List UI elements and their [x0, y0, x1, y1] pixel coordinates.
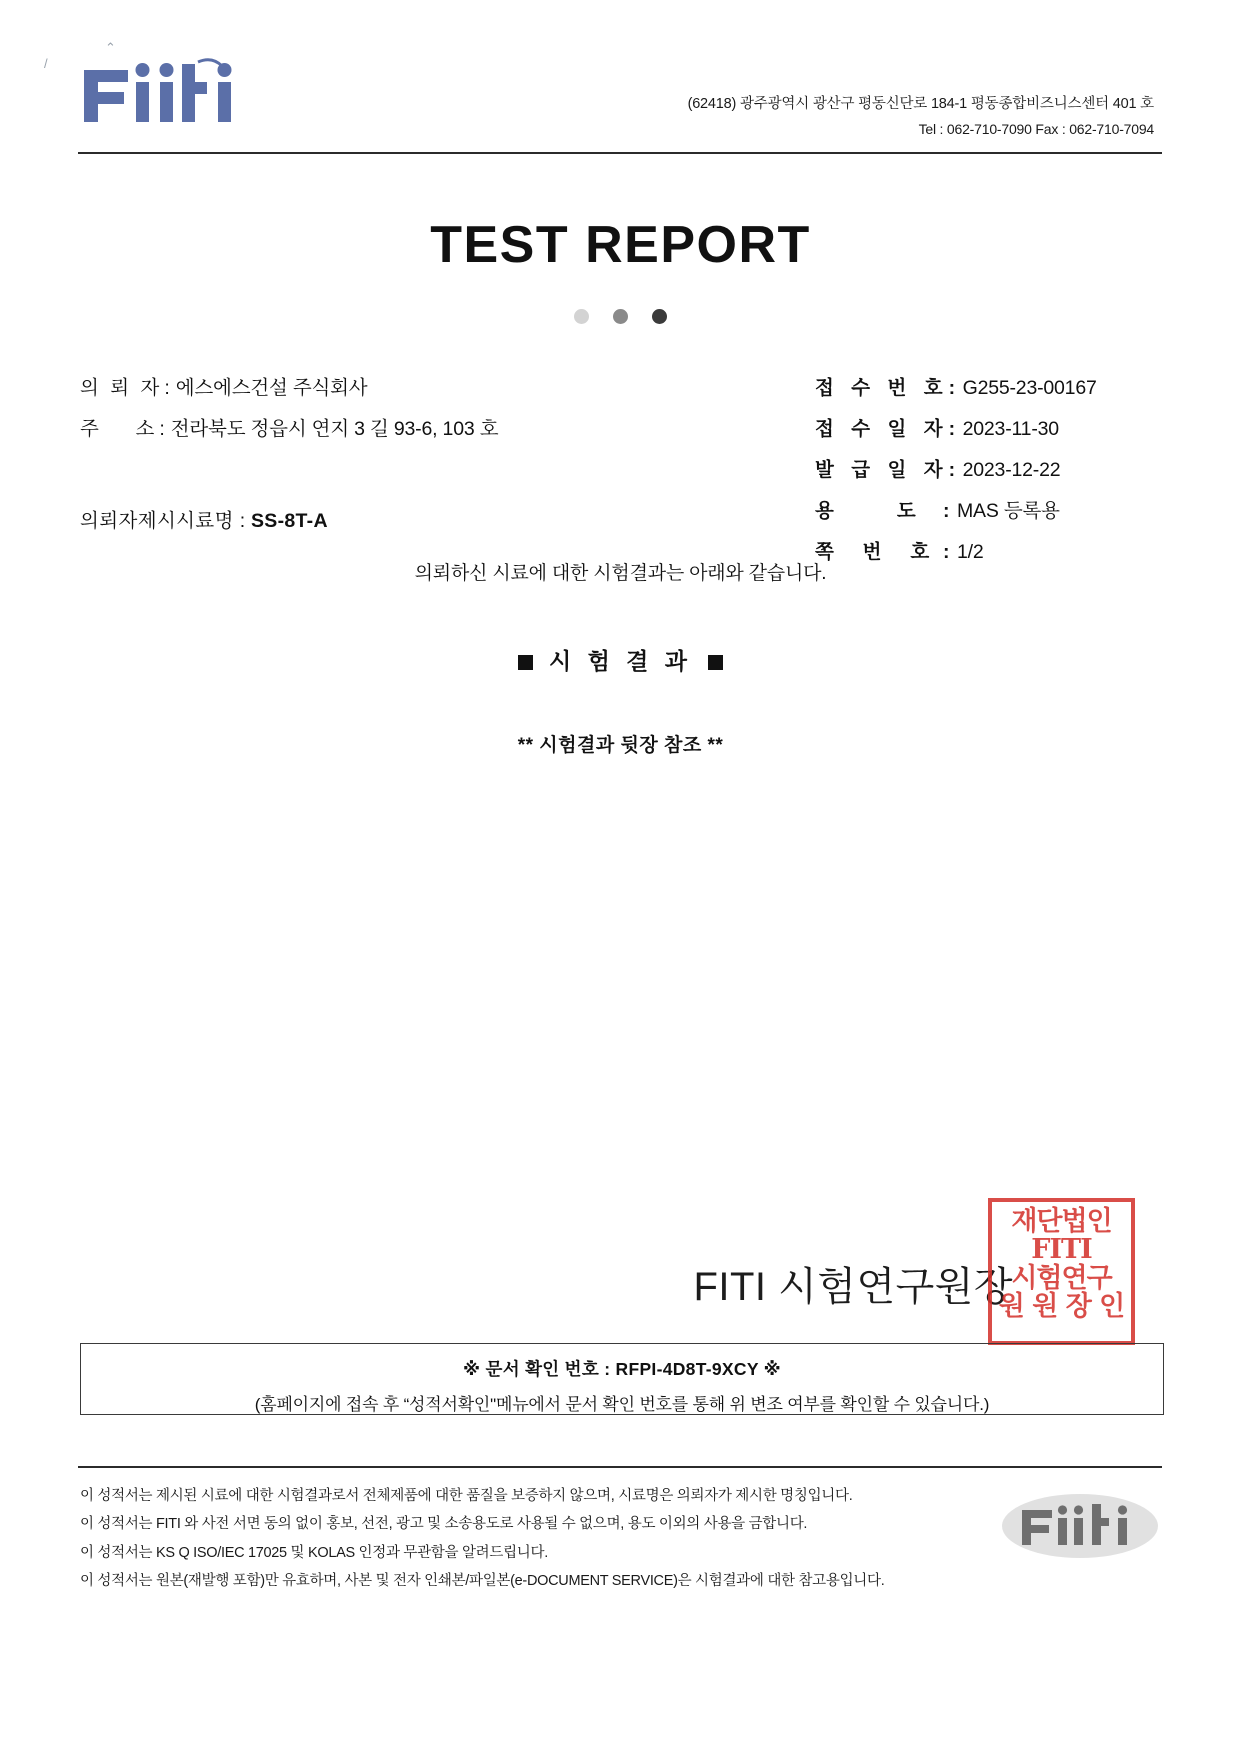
- address-value: 전라북도 정읍시 연지 3 길 93-6, 103 호: [170, 418, 499, 440]
- receipt-number-value: G255-23-00167: [962, 377, 1097, 399]
- dot-medium-icon: [613, 309, 628, 324]
- colon: :: [948, 459, 956, 481]
- footer-note-4: 이 성적서는 원본(재발행 포함)만 유효하며, 사본 및 전자 인쇄본/파일본(e-DOCUMENT SERVICE)은 시험결과에 대한 참고용입니다.: [80, 1572, 885, 1589]
- seal-line-3: 시험연구: [1011, 1262, 1112, 1294]
- sample-name-value: SS-8T-A: [250, 510, 328, 532]
- document-verification-box: [80, 1343, 1164, 1415]
- result-heading: [0, 643, 1241, 676]
- seal-line-2: FITI: [1031, 1234, 1092, 1266]
- receipt-date-value: 2023-11-30: [962, 418, 1059, 440]
- meta-row-receipt-date: [815, 413, 1195, 441]
- fiti-watermark-logo: [1000, 1490, 1160, 1562]
- client-label: 의 뢰 자: [80, 377, 163, 399]
- page-number-value: 1/2: [957, 541, 984, 563]
- result-note: ** 시험결과 뒷장 참조 **: [517, 735, 724, 756]
- footer-note-2: 이 성적서는 FITI 와 사전 서면 동의 없이 홍보, 선전, 광고 및 소송용도로 사용될 수 없으며, 용도 이외의 사용을 금합니다.: [80, 1516, 808, 1533]
- issue-date-value: 2023-12-22: [962, 459, 1061, 481]
- receipt-number-label: 접 수 번 호: [815, 377, 949, 399]
- footer-divider: [78, 1466, 1162, 1468]
- verification-number: ※ 문서 확인 번호 : RFPI-4D8T-9XCY ※: [463, 1359, 781, 1379]
- meta-row-purpose: [815, 495, 1195, 523]
- result-heading-label: 시 험 결 과: [548, 648, 693, 674]
- dot-dark-icon: [652, 309, 667, 324]
- verification-instructions: (홈페이지에 접속 후 “성적서확인"메뉴에서 문서 확인 번호를 통해 위 변조 여부를 확인할 수 있습니다.): [254, 1395, 990, 1414]
- colon: :: [948, 377, 956, 399]
- signature-line: FITI 시험연구원장: [693, 1265, 1013, 1309]
- fiti-logo: [78, 56, 298, 128]
- scan-artifact-mark-2: ⌃: [105, 40, 116, 55]
- company-address: [688, 92, 1154, 142]
- seal-line-4: 원 원 장 인: [998, 1291, 1125, 1323]
- page-number-label: 쪽 번 호: [815, 541, 936, 563]
- decorative-dots: [0, 308, 1241, 326]
- address-line-1: (62418) 광주광역시 광산구 평동신단로 184-1 평동종합비즈니스센터 401 호: [687, 96, 1154, 112]
- info-row-address: [80, 413, 700, 441]
- colon: :: [948, 418, 956, 440]
- sample-name-label: 의뢰자제시시료명 :: [80, 510, 246, 532]
- colon: :: [943, 500, 950, 522]
- report-meta-block: [815, 372, 1195, 577]
- purpose-value: MAS 등록용: [957, 500, 1060, 522]
- footer-notes: [80, 1482, 980, 1595]
- document-header: [78, 48, 1158, 153]
- colon: :: [159, 418, 165, 440]
- receipt-date-label: 접 수 일 자: [815, 418, 949, 440]
- address-line-2: Tel : 062-710-7090 Fax : 062-710-7094: [918, 121, 1154, 138]
- square-marker-right-icon: [708, 655, 723, 670]
- official-seal: [988, 1198, 1135, 1345]
- colon: :: [164, 377, 170, 399]
- square-marker-left-icon: [518, 655, 533, 670]
- footer-note-3: 이 성적서는 KS Q ISO/IEC 17025 및 KOLAS 인정과 무관함을 알려드립니다.: [80, 1544, 548, 1561]
- client-info-block: [80, 372, 700, 454]
- info-row-client: [80, 372, 700, 400]
- notice-text: 의뢰하신 시료에 대한 시험결과는 아래와 같습니다.: [414, 563, 827, 584]
- sample-name-row: [80, 505, 328, 533]
- meta-row-issue-date: [815, 454, 1195, 482]
- issue-date-label: 발 급 일 자: [815, 459, 949, 481]
- scan-artifact-mark: /: [44, 56, 48, 71]
- client-value: 에스에스건설 주식회사: [175, 377, 368, 399]
- header-divider: [78, 152, 1162, 154]
- purpose-label: 용 도: [815, 500, 922, 522]
- address-label: 주 소: [80, 418, 158, 440]
- seal-line-1: 재단법인: [1011, 1206, 1112, 1237]
- page-title: TEST REPORT: [430, 216, 811, 274]
- colon: :: [943, 541, 950, 563]
- dot-light-icon: [574, 309, 589, 324]
- footer-note-1: 이 성적서는 제시된 시료에 대한 시험결과로서 전체제품에 대한 품질을 보증하지 않으며, 시료명은 의뢰자가 제시한 명칭입니다.: [80, 1488, 853, 1504]
- meta-row-receipt-number: [815, 372, 1195, 400]
